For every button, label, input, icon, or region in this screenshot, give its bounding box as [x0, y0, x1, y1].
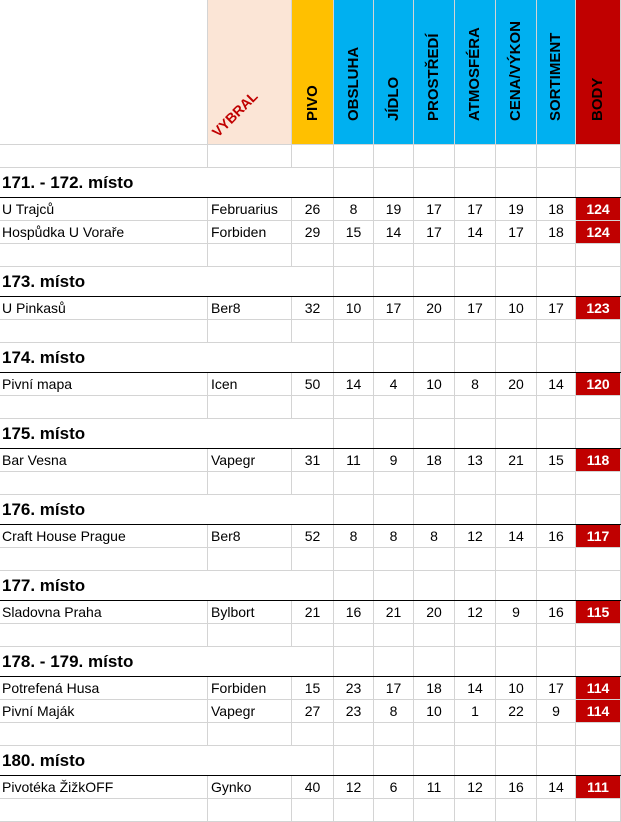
score-jidlo[interactable]: 4 [374, 373, 414, 396]
empty-cell[interactable] [455, 472, 496, 495]
header-body[interactable] [576, 0, 621, 145]
score-pivo[interactable]: 26 [292, 198, 334, 221]
empty-cell[interactable] [414, 396, 455, 419]
score-obsluha[interactable]: 15 [334, 221, 374, 244]
empty-cell[interactable] [537, 320, 576, 343]
empty-cell[interactable] [292, 624, 334, 647]
empty-cell[interactable] [414, 548, 455, 571]
score-sortiment[interactable]: 9 [537, 700, 576, 723]
pub-name[interactable]: Pivní mapa [0, 373, 208, 396]
section-title[interactable]: 176. místo [0, 495, 292, 525]
empty-cell[interactable] [292, 472, 334, 495]
score-body[interactable]: 123 [576, 297, 621, 320]
chosen-by[interactable]: Forbiden [208, 677, 292, 700]
empty-cell[interactable] [496, 723, 537, 746]
score-cena-vykon[interactable]: 16 [496, 776, 537, 799]
empty-cell[interactable] [455, 244, 496, 267]
score-jidlo[interactable]: 6 [374, 776, 414, 799]
empty-cell[interactable] [414, 343, 455, 373]
empty-cell[interactable] [292, 320, 334, 343]
score-cena-vykon[interactable]: 10 [496, 677, 537, 700]
empty-cell[interactable] [455, 320, 496, 343]
score-pivo[interactable]: 40 [292, 776, 334, 799]
section-title[interactable]: 180. místo [0, 746, 292, 776]
empty-cell[interactable] [374, 495, 414, 525]
header-atmosfera-label: ATMOSFÉRA [466, 27, 483, 121]
score-cena-vykon[interactable]: 20 [496, 373, 537, 396]
score-jidlo[interactable]: 8 [374, 700, 414, 723]
empty-cell[interactable] [374, 746, 414, 776]
pub-name[interactable]: Sladovna Praha [0, 601, 208, 624]
empty-cell[interactable] [334, 168, 374, 198]
empty-cell[interactable] [496, 746, 537, 776]
score-atmosfera[interactable]: 1 [455, 700, 496, 723]
score-body[interactable]: 111 [576, 776, 621, 799]
score-cena-vykon[interactable]: 10 [496, 297, 537, 320]
empty-cell[interactable] [576, 472, 621, 495]
empty-cell[interactable] [334, 548, 374, 571]
header-pivo-label: PIVO [303, 85, 321, 121]
empty-cell[interactable] [0, 548, 208, 571]
header-vybral-label: VYBRAL [208, 87, 261, 140]
empty-cell[interactable] [414, 267, 455, 297]
header-prostredi[interactable] [414, 0, 455, 145]
section-title[interactable]: 174. místo [0, 343, 292, 373]
score-body[interactable]: 124 [576, 198, 621, 221]
empty-cell[interactable] [0, 723, 208, 746]
header-blank-cell[interactable] [0, 0, 208, 145]
header-body-label: BODY [589, 77, 606, 121]
score-pivo[interactable]: 15 [292, 677, 334, 700]
empty-cell[interactable] [374, 472, 414, 495]
empty-cell[interactable] [576, 419, 621, 449]
empty-cell[interactable] [455, 419, 496, 449]
empty-cell[interactable] [374, 419, 414, 449]
chosen-by[interactable]: Februarius [208, 198, 292, 221]
empty-cell[interactable] [334, 571, 374, 601]
header-sortiment[interactable] [537, 0, 576, 145]
score-body[interactable]: 118 [576, 449, 621, 472]
empty-cell[interactable] [208, 548, 292, 571]
empty-cell[interactable] [537, 495, 576, 525]
score-atmosfera[interactable]: 13 [455, 449, 496, 472]
empty-cell[interactable] [455, 624, 496, 647]
header-sortiment-label: SORTIMENT [547, 32, 564, 121]
score-prostredi[interactable]: 20 [414, 297, 455, 320]
section-title[interactable]: 173. místo [0, 267, 292, 297]
empty-cell[interactable] [496, 320, 537, 343]
empty-cell[interactable] [292, 168, 334, 198]
empty-cell[interactable] [374, 267, 414, 297]
empty-cell[interactable] [537, 472, 576, 495]
empty-cell[interactable] [496, 495, 537, 525]
empty-cell[interactable] [292, 799, 334, 822]
score-sortiment[interactable]: 18 [537, 221, 576, 244]
header-jidlo[interactable] [374, 0, 414, 145]
score-body[interactable]: 117 [576, 525, 621, 548]
empty-cell[interactable] [292, 145, 334, 168]
empty-cell[interactable] [208, 320, 292, 343]
empty-cell[interactable] [496, 145, 537, 168]
empty-cell[interactable] [292, 267, 334, 297]
score-prostredi[interactable]: 11 [414, 776, 455, 799]
empty-cell[interactable] [496, 624, 537, 647]
empty-cell[interactable] [455, 548, 496, 571]
score-prostredi[interactable]: 10 [414, 700, 455, 723]
empty-cell[interactable] [374, 571, 414, 601]
header-prostredi-label: PROSTŘEDÍ [425, 33, 442, 121]
empty-cell[interactable] [334, 647, 374, 677]
empty-cell[interactable] [537, 168, 576, 198]
score-atmosfera[interactable]: 12 [455, 601, 496, 624]
empty-cell[interactable] [537, 548, 576, 571]
score-prostredi[interactable]: 20 [414, 601, 455, 624]
empty-cell[interactable] [496, 419, 537, 449]
empty-cell[interactable] [496, 343, 537, 373]
empty-cell[interactable] [455, 343, 496, 373]
empty-cell[interactable] [374, 320, 414, 343]
empty-cell[interactable] [455, 647, 496, 677]
empty-cell[interactable] [208, 723, 292, 746]
empty-cell[interactable] [414, 145, 455, 168]
empty-cell[interactable] [0, 624, 208, 647]
score-obsluha[interactable]: 11 [334, 449, 374, 472]
empty-cell[interactable] [496, 647, 537, 677]
empty-cell[interactable] [414, 799, 455, 822]
empty-cell[interactable] [414, 723, 455, 746]
empty-cell[interactable] [576, 168, 621, 198]
empty-cell[interactable] [0, 145, 208, 168]
header-cena-vykon-label: CENA/VÝKON [507, 20, 524, 121]
empty-cell[interactable] [0, 472, 208, 495]
empty-cell[interactable] [292, 723, 334, 746]
pub-name[interactable]: U Trajců [0, 198, 208, 221]
empty-cell[interactable] [334, 723, 374, 746]
score-body[interactable]: 115 [576, 601, 621, 624]
score-sortiment[interactable]: 14 [537, 776, 576, 799]
empty-cell[interactable] [537, 396, 576, 419]
pub-name[interactable]: Pivotéka ŽižkOFF [0, 776, 208, 799]
header-obsluha-label: OBSLUHA [344, 46, 362, 121]
pub-name[interactable]: Pivní Maják [0, 700, 208, 723]
empty-cell[interactable] [455, 396, 496, 419]
score-sortiment[interactable]: 17 [537, 677, 576, 700]
empty-cell[interactable] [455, 571, 496, 601]
score-obsluha[interactable]: 23 [334, 677, 374, 700]
score-jidlo[interactable]: 8 [374, 525, 414, 548]
score-obsluha[interactable]: 14 [334, 373, 374, 396]
empty-cell[interactable] [374, 647, 414, 677]
empty-cell[interactable] [576, 244, 621, 267]
empty-cell[interactable] [208, 145, 292, 168]
empty-cell[interactable] [374, 145, 414, 168]
score-pivo[interactable]: 27 [292, 700, 334, 723]
score-jidlo[interactable]: 14 [374, 221, 414, 244]
score-pivo[interactable]: 21 [292, 601, 334, 624]
empty-cell[interactable] [496, 168, 537, 198]
score-sortiment[interactable]: 14 [537, 373, 576, 396]
chosen-by[interactable]: Icen [208, 373, 292, 396]
empty-cell[interactable] [496, 396, 537, 419]
empty-cell[interactable] [576, 723, 621, 746]
pub-name[interactable]: U Pinkasů [0, 297, 208, 320]
score-pivo[interactable]: 31 [292, 449, 334, 472]
empty-cell[interactable] [334, 244, 374, 267]
empty-cell[interactable] [576, 396, 621, 419]
score-prostredi[interactable]: 10 [414, 373, 455, 396]
header-cena-vykon[interactable] [496, 0, 537, 145]
empty-cell[interactable] [455, 267, 496, 297]
empty-cell[interactable] [537, 244, 576, 267]
empty-cell[interactable] [374, 343, 414, 373]
empty-cell[interactable] [292, 396, 334, 419]
score-atmosfera[interactable]: 17 [455, 297, 496, 320]
empty-cell[interactable] [334, 320, 374, 343]
empty-cell[interactable] [414, 168, 455, 198]
chosen-by[interactable]: Vapegr [208, 449, 292, 472]
score-pivo[interactable]: 29 [292, 221, 334, 244]
header-jidlo-label: JÍDLO [384, 76, 402, 121]
empty-cell[interactable] [537, 746, 576, 776]
empty-cell[interactable] [334, 267, 374, 297]
empty-cell[interactable] [496, 244, 537, 267]
score-obsluha[interactable]: 16 [334, 601, 374, 624]
empty-cell[interactable] [576, 343, 621, 373]
empty-cell[interactable] [374, 396, 414, 419]
score-body[interactable]: 120 [576, 373, 621, 396]
score-obsluha[interactable]: 8 [334, 525, 374, 548]
empty-cell[interactable] [414, 244, 455, 267]
empty-cell[interactable] [537, 571, 576, 601]
empty-cell[interactable] [537, 267, 576, 297]
empty-cell[interactable] [414, 472, 455, 495]
empty-cell[interactable] [0, 244, 208, 267]
chosen-by[interactable]: Bylbort [208, 601, 292, 624]
empty-cell[interactable] [208, 396, 292, 419]
score-pivo[interactable]: 52 [292, 525, 334, 548]
empty-cell[interactable] [374, 168, 414, 198]
empty-cell[interactable] [292, 244, 334, 267]
empty-cell[interactable] [414, 419, 455, 449]
empty-cell[interactable] [496, 799, 537, 822]
empty-cell[interactable] [414, 571, 455, 601]
pub-name[interactable]: Craft House Prague [0, 525, 208, 548]
score-sortiment[interactable]: 18 [537, 198, 576, 221]
empty-cell[interactable] [414, 624, 455, 647]
empty-cell[interactable] [292, 746, 334, 776]
score-prostredi[interactable]: 17 [414, 198, 455, 221]
score-prostredi[interactable]: 18 [414, 677, 455, 700]
empty-cell[interactable] [496, 571, 537, 601]
score-atmosfera[interactable]: 17 [455, 198, 496, 221]
score-pivo[interactable]: 50 [292, 373, 334, 396]
empty-cell[interactable] [334, 624, 374, 647]
section-title[interactable]: 171. - 172. místo [0, 168, 292, 198]
empty-cell[interactable] [334, 472, 374, 495]
empty-cell[interactable] [537, 799, 576, 822]
score-jidlo[interactable]: 9 [374, 449, 414, 472]
header-vybral[interactable] [208, 0, 292, 145]
empty-cell[interactable] [576, 571, 621, 601]
score-cena-vykon[interactable]: 17 [496, 221, 537, 244]
score-atmosfera[interactable]: 8 [455, 373, 496, 396]
empty-cell[interactable] [537, 624, 576, 647]
empty-cell[interactable] [576, 624, 621, 647]
empty-cell[interactable] [208, 472, 292, 495]
empty-cell[interactable] [334, 419, 374, 449]
chosen-by[interactable]: Forbiden [208, 221, 292, 244]
score-sortiment[interactable]: 15 [537, 449, 576, 472]
empty-cell[interactable] [208, 244, 292, 267]
score-jidlo[interactable]: 17 [374, 677, 414, 700]
empty-cell[interactable] [0, 396, 208, 419]
score-pivo[interactable]: 32 [292, 297, 334, 320]
empty-cell[interactable] [537, 723, 576, 746]
empty-cell[interactable] [334, 145, 374, 168]
empty-cell[interactable] [374, 624, 414, 647]
empty-cell[interactable] [0, 320, 208, 343]
empty-cell[interactable] [576, 495, 621, 525]
chosen-by[interactable]: Ber8 [208, 525, 292, 548]
header-obsluha[interactable] [334, 0, 374, 145]
score-jidlo[interactable]: 17 [374, 297, 414, 320]
pub-name[interactable]: Hospůdka U Voraře [0, 221, 208, 244]
score-body[interactable]: 114 [576, 700, 621, 723]
score-jidlo[interactable]: 19 [374, 198, 414, 221]
empty-cell[interactable] [455, 723, 496, 746]
pub-name[interactable]: Potrefená Husa [0, 677, 208, 700]
score-atmosfera[interactable]: 14 [455, 677, 496, 700]
empty-cell[interactable] [576, 799, 621, 822]
empty-cell[interactable] [455, 145, 496, 168]
chosen-by[interactable]: Vapegr [208, 700, 292, 723]
empty-cell[interactable] [576, 145, 621, 168]
empty-cell[interactable] [374, 799, 414, 822]
empty-cell[interactable] [496, 548, 537, 571]
empty-cell[interactable] [576, 548, 621, 571]
empty-cell[interactable] [537, 343, 576, 373]
empty-cell[interactable] [292, 571, 334, 601]
section-title[interactable]: 175. místo [0, 419, 292, 449]
empty-cell[interactable] [414, 647, 455, 677]
header-pivo[interactable] [292, 0, 334, 145]
score-sortiment[interactable]: 17 [537, 297, 576, 320]
empty-cell[interactable] [576, 320, 621, 343]
chosen-by[interactable]: Gynko [208, 776, 292, 799]
empty-cell[interactable] [334, 799, 374, 822]
empty-cell[interactable] [374, 548, 414, 571]
empty-cell[interactable] [292, 495, 334, 525]
section-title[interactable]: 178. - 179. místo [0, 647, 292, 677]
score-cena-vykon[interactable]: 22 [496, 700, 537, 723]
score-prostredi[interactable]: 17 [414, 221, 455, 244]
empty-cell[interactable] [292, 419, 334, 449]
score-obsluha[interactable]: 23 [334, 700, 374, 723]
score-obsluha[interactable]: 10 [334, 297, 374, 320]
empty-cell[interactable] [576, 647, 621, 677]
empty-cell[interactable] [334, 396, 374, 419]
empty-cell[interactable] [208, 624, 292, 647]
score-body[interactable]: 124 [576, 221, 621, 244]
empty-cell[interactable] [374, 244, 414, 267]
empty-cell[interactable] [414, 320, 455, 343]
score-sortiment[interactable]: 16 [537, 525, 576, 548]
empty-cell[interactable] [334, 746, 374, 776]
score-body[interactable]: 114 [576, 677, 621, 700]
chosen-by[interactable]: Ber8 [208, 297, 292, 320]
score-prostredi[interactable]: 8 [414, 525, 455, 548]
score-cena-vykon[interactable]: 14 [496, 525, 537, 548]
score-jidlo[interactable]: 21 [374, 601, 414, 624]
empty-cell[interactable] [334, 495, 374, 525]
empty-cell[interactable] [455, 799, 496, 822]
score-cena-vykon[interactable]: 21 [496, 449, 537, 472]
score-prostredi[interactable]: 18 [414, 449, 455, 472]
score-atmosfera[interactable]: 12 [455, 525, 496, 548]
score-atmosfera[interactable]: 14 [455, 221, 496, 244]
empty-cell[interactable] [374, 723, 414, 746]
empty-cell[interactable] [292, 647, 334, 677]
empty-cell[interactable] [0, 799, 208, 822]
empty-cell[interactable] [208, 799, 292, 822]
empty-cell[interactable] [455, 495, 496, 525]
score-obsluha[interactable]: 8 [334, 198, 374, 221]
score-cena-vykon[interactable]: 19 [496, 198, 537, 221]
empty-cell[interactable] [414, 746, 455, 776]
empty-cell[interactable] [292, 548, 334, 571]
empty-cell[interactable] [576, 267, 621, 297]
empty-cell[interactable] [414, 495, 455, 525]
empty-cell[interactable] [537, 647, 576, 677]
empty-cell[interactable] [496, 472, 537, 495]
empty-cell[interactable] [455, 746, 496, 776]
score-obsluha[interactable]: 12 [334, 776, 374, 799]
score-atmosfera[interactable]: 12 [455, 776, 496, 799]
empty-cell[interactable] [496, 267, 537, 297]
empty-cell[interactable] [292, 343, 334, 373]
empty-cell[interactable] [537, 419, 576, 449]
empty-cell[interactable] [334, 343, 374, 373]
section-title[interactable]: 177. místo [0, 571, 292, 601]
score-cena-vykon[interactable]: 9 [496, 601, 537, 624]
header-atmosfera[interactable] [455, 0, 496, 145]
empty-cell[interactable] [537, 145, 576, 168]
empty-cell[interactable] [576, 746, 621, 776]
pub-name[interactable]: Bar Vesna [0, 449, 208, 472]
empty-cell[interactable] [455, 168, 496, 198]
score-sortiment[interactable]: 16 [537, 601, 576, 624]
